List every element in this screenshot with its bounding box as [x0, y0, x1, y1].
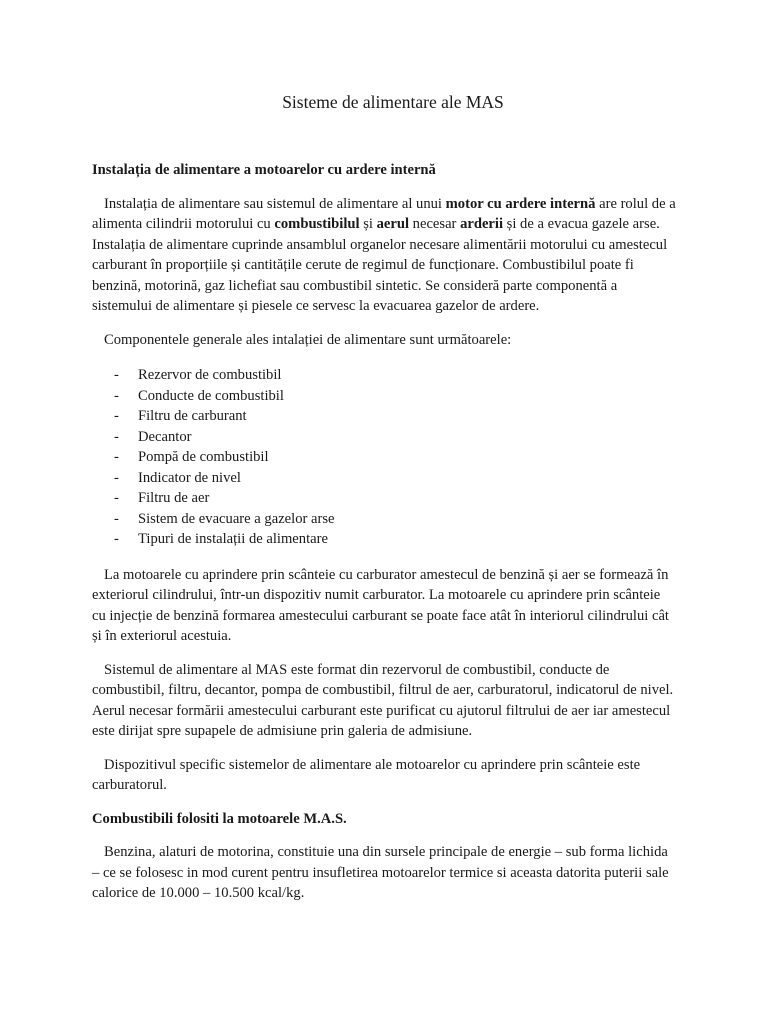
list-item-label: Sistem de evacuare a gazelor arse — [138, 510, 335, 527]
list-item — [92, 468, 676, 489]
para1-text-3: și — [359, 216, 377, 232]
list-dash: - — [114, 408, 119, 424]
list-item — [92, 447, 676, 468]
paragraph-installation-intro — [92, 194, 676, 317]
para1-text-2: are rolul de a alimenta cilindrii motorului cu — [92, 195, 676, 232]
para1-text-1: Instalația de alimentare sau sistemul de alimentare al unui — [104, 195, 446, 212]
paragraph-specific-device: Dispozitivul specific sistemelor de alimentare ale motoarelor cu aprindere prin scânteie este carburatorul. — [92, 756, 641, 793]
section-heading-installation: Instalația de alimentare a motoarelor cu ardere internă — [92, 162, 436, 178]
list-dash: - — [114, 367, 119, 383]
list-item-label: Indicator de nivel — [138, 469, 241, 486]
list-item-label: Conducte de combustibil — [138, 387, 284, 404]
list-dash: - — [114, 510, 119, 527]
list-item-label: Pompă de combustibil — [138, 449, 269, 465]
list-item-label: Tipuri de instalații de alimentare — [138, 531, 328, 547]
paragraph-carburetor-mixture: La motoarele cu aprindere prin scânteie cu carburator amestecul de benzină și aer se formează în exteriorul cilindrului, într-un dispozitiv numit carburator. La motoarele cu aprindere prin scânteie cu injecție de benzină formarea amestecului carburant se poate face atât în interiorul cilindrului cât și în exteriorul acestuia. — [92, 566, 669, 644]
list-item — [92, 406, 676, 427]
document-content — [92, 90, 676, 904]
paragraph-gasoline: Benzina, alaturi de motorina, constituie una din sursele principale de energie – sub forma lichida – ce se folosesc in mod curent pentru insufletirea motoarelor termice si aceasta datorita puterii sale calorice de 10.000 – 10.500 kcal/kg. — [92, 844, 669, 901]
document-title: Sisteme de alimentare ale MAS — [282, 92, 504, 112]
components-list — [92, 365, 676, 550]
list-item-label: Filtru de carburant — [138, 408, 247, 424]
para1-text-4: necesar — [409, 216, 461, 232]
list-dash: - — [114, 531, 119, 547]
para1-bold-fuel: combustibilul — [274, 216, 360, 232]
para1-bold-engine: motor cu ardere internă — [445, 195, 596, 212]
list-item — [92, 427, 676, 448]
list-item-label: Rezervor de combustibil — [138, 367, 282, 383]
list-dash: - — [114, 428, 119, 445]
list-dash: - — [114, 490, 119, 506]
list-item — [92, 386, 676, 407]
list-item — [92, 509, 676, 530]
list-dash: - — [114, 387, 119, 404]
para1-bold-air: aerul — [376, 216, 410, 232]
list-item-label: Filtru de aer — [138, 490, 210, 506]
paragraph-components-intro: Componentele generale ales intalației de alimentare sunt următoarele: — [104, 331, 512, 348]
list-dash: - — [114, 449, 119, 465]
list-item — [92, 529, 676, 550]
list-dash: - — [114, 469, 119, 486]
para1-text-5: și de a evacua gazele arse. Instalația de alimentare cuprinde ansamblul organelor necesare alimentării motorului cu amestecul carburant în proporțiile și cantitățile cerute de regimul de funcționare. Combustibilul poate fi benzină, motorină, gaz lichefiat sau combustibil sintetic. Se consideră parte componentă a sistemului de alimentare și piesele ce servesc la evacuarea gazelor de ardere. — [92, 216, 668, 314]
para1-bold-combustion: arderii — [460, 216, 504, 232]
list-item-label: Decantor — [138, 428, 192, 445]
section-heading-fuels: Combustibili folositi la motoarele M.A.S. — [92, 810, 347, 827]
paragraph-mas-system: Sistemul de alimentare al MAS este format din rezervorul de combustibil, conducte de combustibil, filtru, decantor, pompa de combustibil, filtrul de aer, carburatorul, indicatorul de nivel. Aerul necesar formării amestecului carburant este purificat cu ajutorul filtrului de aer iar amestecul este dirijat spre supapele de admisiune prin galeria de admisiune. — [92, 661, 674, 739]
list-item — [92, 488, 676, 509]
list-item — [92, 365, 676, 386]
